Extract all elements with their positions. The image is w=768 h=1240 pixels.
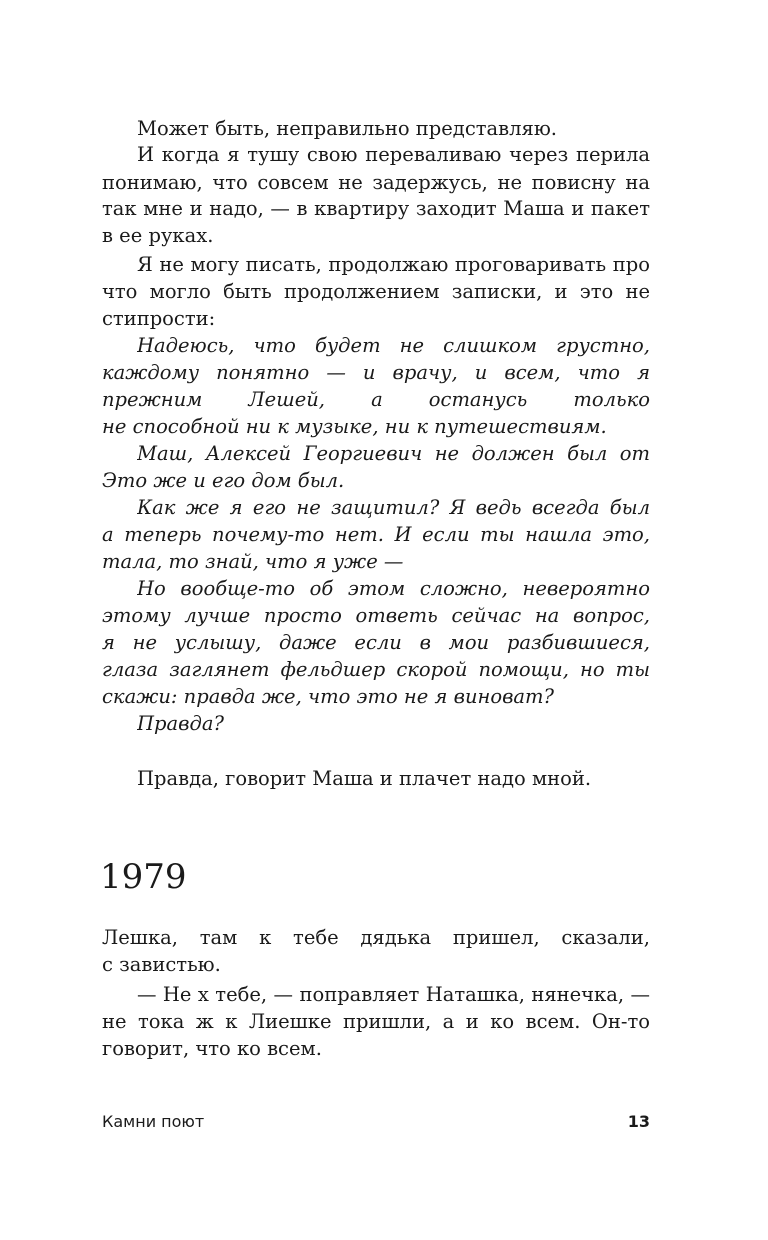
- text-line: Правда, говорит Маша и плачет надо мной.: [137, 767, 592, 790]
- text-line: а теперь почему-то нет. И если ты нашла это,: [102, 523, 650, 546]
- text-line: Но вообще-то об этом сложно, невероятно: [137, 577, 650, 600]
- text-line: понимаю, что совсем не задержусь, не повисну на: [102, 171, 650, 194]
- text-line: скажи: правда же, что это не я виноват?: [102, 685, 555, 708]
- text-line: что могло быть продолжением записки, и это не: [102, 280, 650, 303]
- text-line: не способной ни к музыке, ни к путешествиям.: [102, 415, 607, 438]
- text-line: с завистью.: [102, 953, 221, 976]
- chapter-title: 1979: [100, 857, 187, 897]
- text-line: Может быть, неправильно представляю.: [137, 117, 557, 140]
- page-number: 13: [627, 1112, 650, 1131]
- text-line: стипрости:: [102, 307, 216, 330]
- text-line: Я не могу писать, продолжаю проговаривать про: [137, 253, 650, 276]
- text-line: глаза заглянет фельдшер скорой помощи, но ты: [102, 658, 650, 681]
- text-line: Надеюсь, что будет не слишком грустно,: [137, 334, 650, 357]
- text-line: Это же и его дом был.: [102, 469, 345, 492]
- text-line: тала, то знай, что я уже —: [102, 550, 404, 573]
- text-line: не тока ж к Лиешке пришли, а и ко всем. Он-то: [102, 1010, 650, 1033]
- text-line: И когда я тушу свою переваливаю через перила: [137, 143, 650, 166]
- text-line: Лешка, там к тебе дядька пришел, сказали,: [102, 926, 650, 949]
- text-line: прежним Лешей, а останусь только: [102, 388, 650, 411]
- text-line: Как же я его не защитил? Я ведь всегда был: [137, 496, 650, 519]
- text-line: в ее руках.: [102, 224, 214, 247]
- text-line: говорит, что ко всем.: [102, 1037, 322, 1060]
- text-line: Правда?: [137, 712, 224, 735]
- text-line: этому лучше просто ответь сейчас на вопрос,: [102, 604, 650, 627]
- text-line: Маш, Алексей Георгиевич не должен был от: [137, 442, 650, 465]
- text-line: — Не х тебе, — поправляет Наташка, нянечка, —: [137, 983, 650, 1006]
- text-line: каждому понятно — и врачу, и всем, что я: [102, 361, 650, 384]
- text-line: так мне и надо, — в квартиру заходит Маша и пакет: [102, 197, 650, 220]
- text-line: я не услышу, даже если в мои разбившиеся,: [102, 631, 650, 654]
- running-footer-title: Камни поют: [102, 1112, 205, 1131]
